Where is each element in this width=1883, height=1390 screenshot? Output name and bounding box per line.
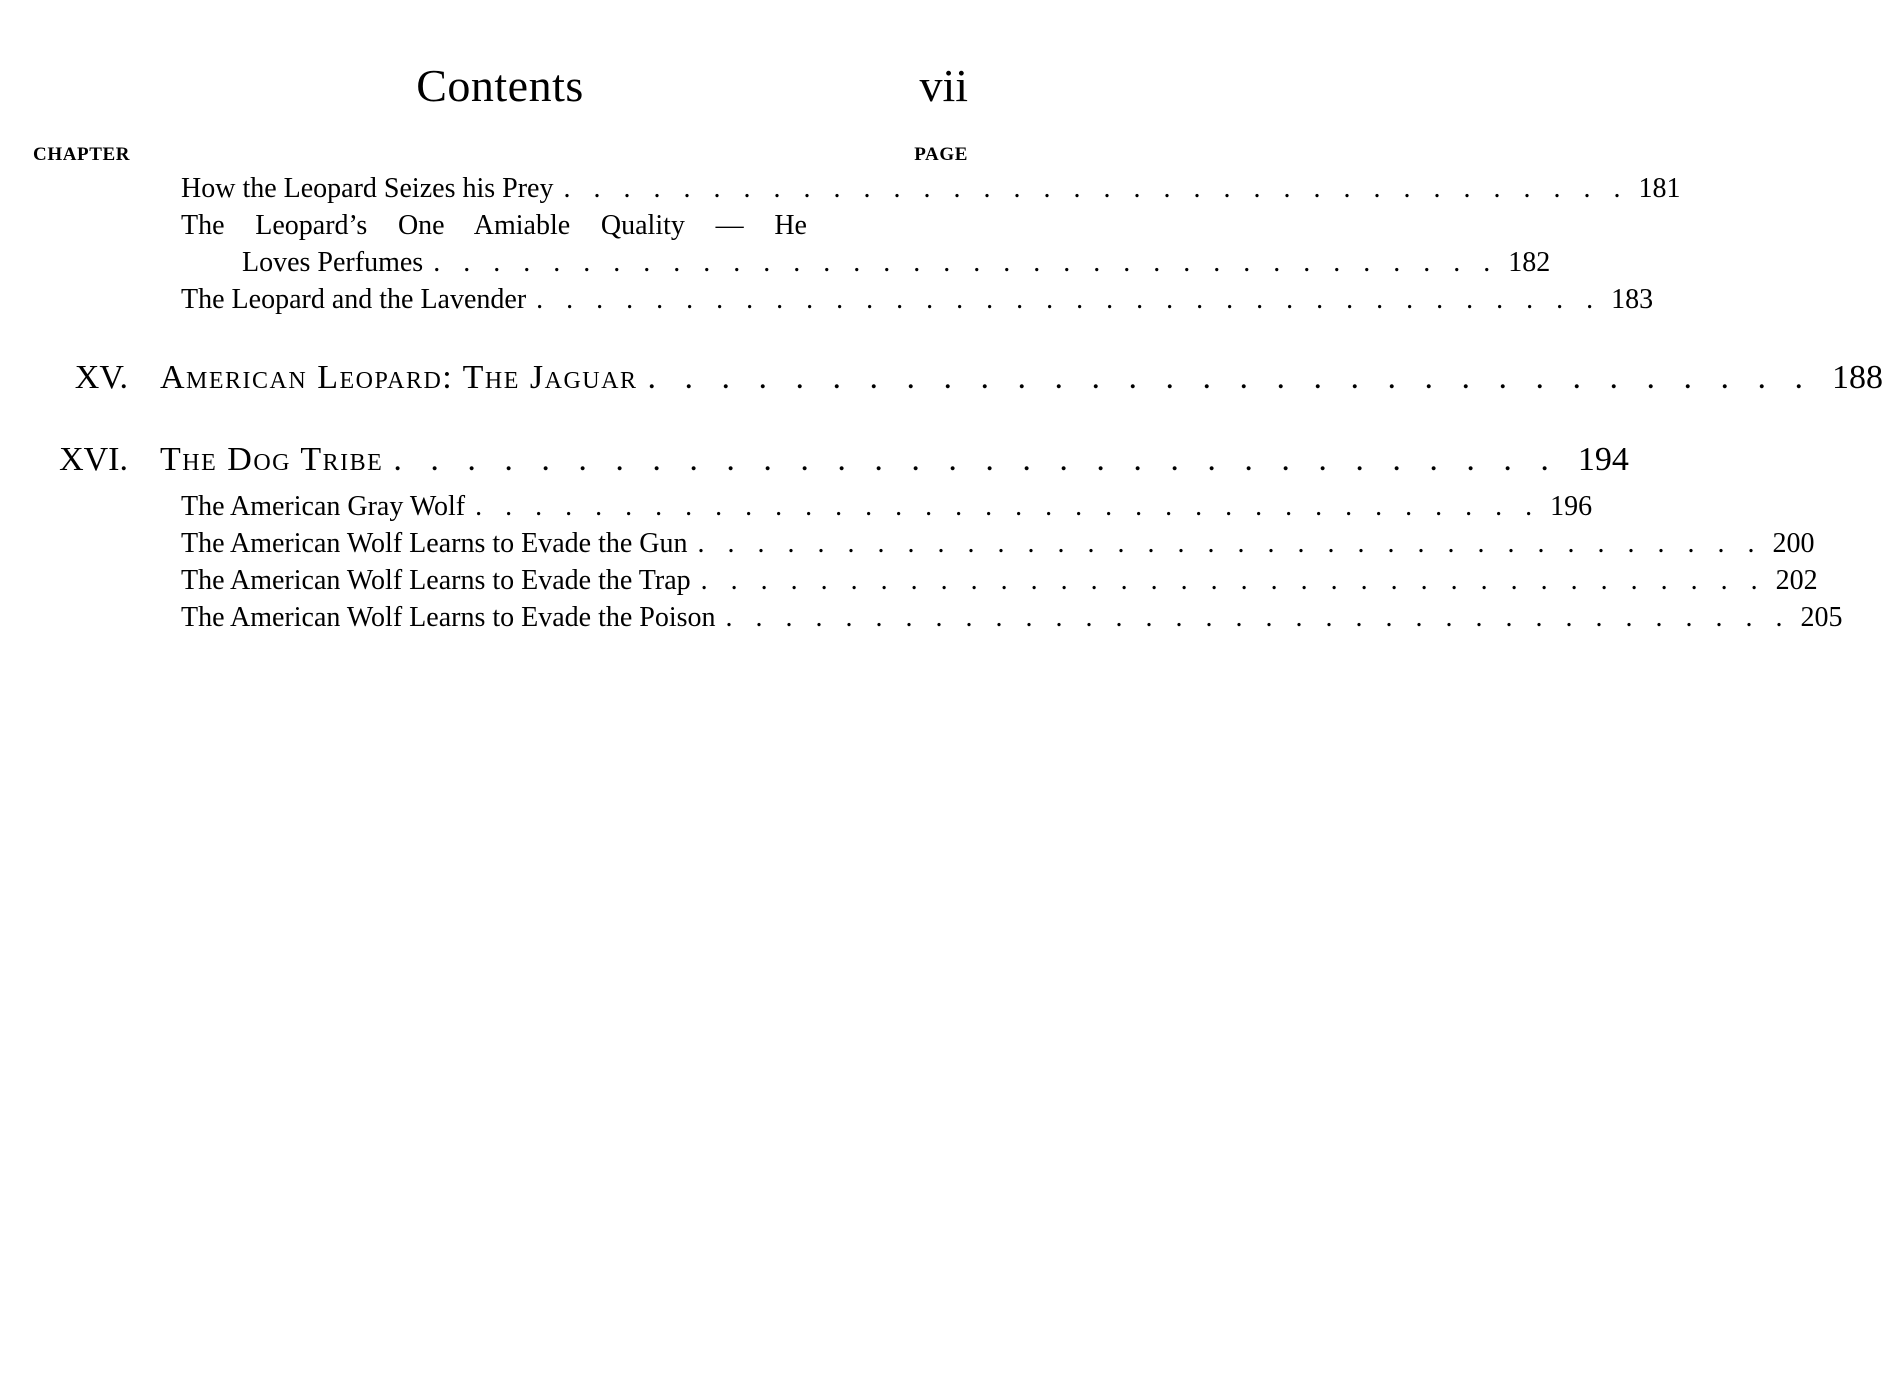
toc-entry: [181, 171, 1681, 207]
toc-entry: [181, 526, 1815, 562]
toc-entry-title: The American Wolf Learns to Evade the Gun: [181, 528, 688, 559]
toc-entry: [181, 563, 1818, 599]
chapter-page: 188: [1831, 359, 1883, 396]
toc-entry-page: 205: [1800, 602, 1843, 633]
toc-entry-page: 202: [1775, 565, 1818, 596]
toc-entry-page: 196: [1550, 491, 1593, 522]
toc-entry-page: 200: [1772, 528, 1815, 559]
dot-leader: . . . . . . . . . . . . . . . . . . . . . . . . . . . . . . . .: [393, 441, 1559, 478]
dot-leader: . . . . . . . . . . . . . . . . . . . . . . . . . . . . . . . .: [647, 359, 1813, 396]
chapter-column-label: CHAPTER: [33, 144, 131, 165]
page-title: Contents: [416, 60, 584, 111]
toc-entry-page: 183: [1611, 284, 1654, 315]
toc-entry-page: 181: [1638, 173, 1681, 204]
toc-entry: [181, 489, 1593, 525]
dot-leader: . . . . . . . . . . . . . . . . . . . . . . . . . . . . . . . . . . . .: [433, 247, 1499, 278]
toc-entry-title-line2: Loves Perfumes: [242, 247, 424, 278]
toc-entry-title: The Leopard and the Lavender: [181, 284, 527, 315]
chapter-title: American Leopard: The Jaguar: [160, 359, 638, 396]
toc-entry-title: The American Wolf Learns to Evade the Poison: [181, 602, 716, 633]
chapter-entry-xvi: [30, 438, 1629, 482]
dot-leader: . . . . . . . . . . . . . . . . . . . . . . . . . . . . . . . . . . . .: [536, 284, 1602, 315]
dot-leader: . . . . . . . . . . . . . . . . . . . . . . . . . . . . . . . . . . . .: [697, 528, 1763, 559]
dot-leader: . . . . . . . . . . . . . . . . . . . . . . . . . . . . . . . . . . . .: [475, 491, 1541, 522]
dot-leader: . . . . . . . . . . . . . . . . . . . . . . . . . . . . . . . . . . . .: [563, 173, 1629, 204]
chapter-number: XV.: [74, 359, 128, 396]
dot-leader: . . . . . . . . . . . . . . . . . . . . . . . . . . . . . . . . . . . .: [700, 565, 1766, 596]
dot-leader: . . . . . . . . . . . . . . . . . . . . . . . . . . . . . . . . . . . .: [725, 602, 1791, 633]
page-column-label: PAGE: [914, 144, 968, 165]
toc-entry: [242, 245, 1551, 281]
chapter-page: 194: [1577, 441, 1629, 478]
chapter-entry-xv: [30, 356, 1883, 400]
toc-entry-page: 182: [1508, 247, 1551, 278]
toc-entry: [181, 282, 1654, 318]
toc-entry: [181, 600, 1843, 636]
toc-entry-title: The American Wolf Learns to Evade the Trap: [181, 565, 691, 596]
toc-entry-title: The American Gray Wolf: [181, 491, 466, 522]
page-number: vii: [919, 60, 968, 111]
toc-entry-title: How the Leopard Seizes his Prey: [181, 173, 554, 204]
toc-entry-title-line1: The Leopard’s One Amiable Quality — He: [181, 210, 807, 241]
chapter-title: The Dog Tribe: [160, 441, 384, 478]
chapter-number: XVI.: [59, 441, 128, 478]
